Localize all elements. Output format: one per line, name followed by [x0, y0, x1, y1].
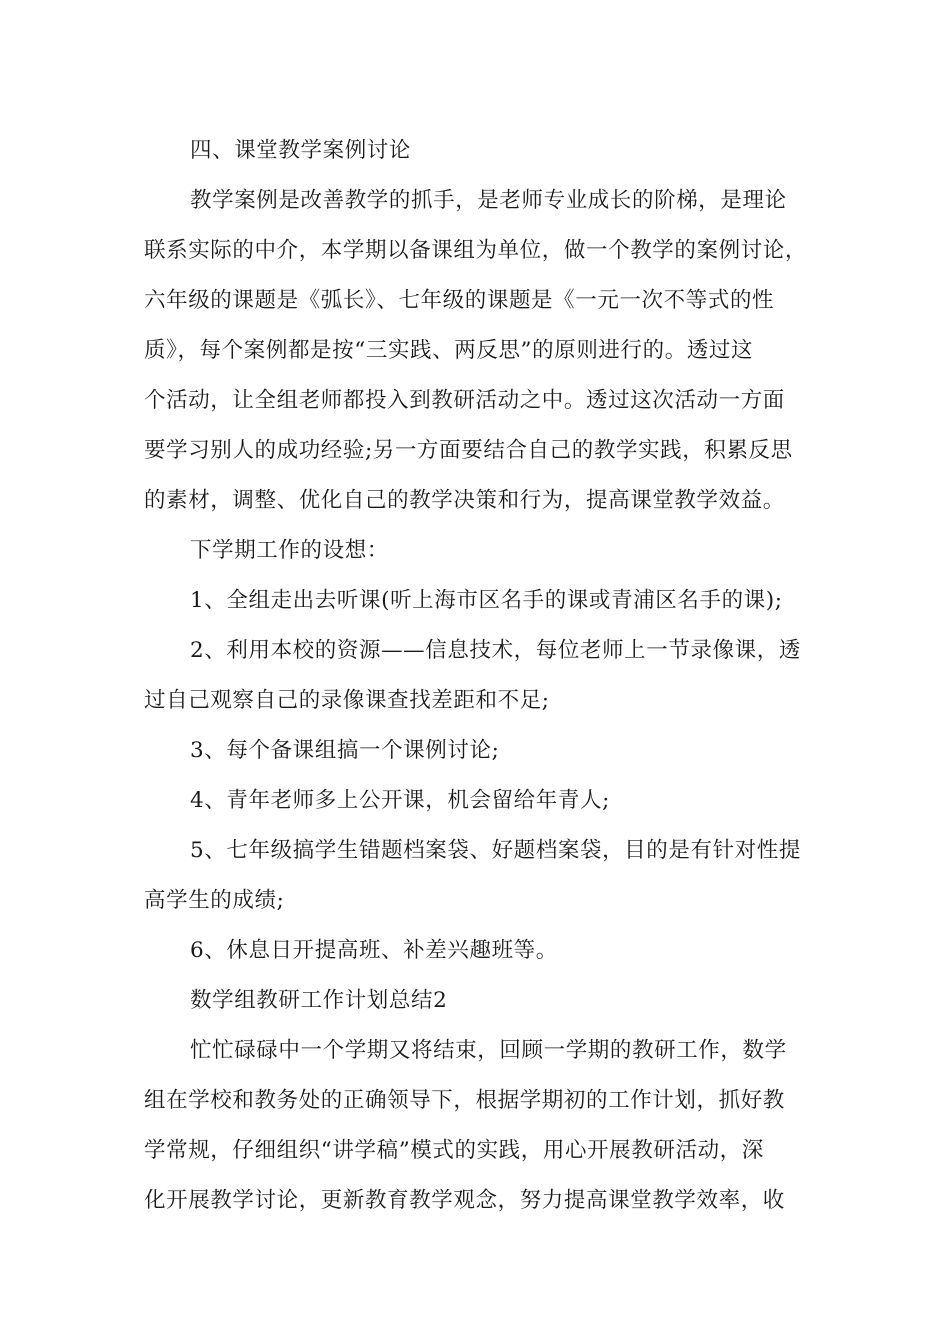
list-item: 1、全组走出去听课(听上海市区名手的课或青浦区名手的课); [190, 588, 783, 613]
list-item: 6、休息日开提高班、补差兴趣班等。 [190, 938, 558, 963]
paragraph-line: 质》，每个案例都是按“三实践、两反思”的原则进行的。透过这 [144, 338, 754, 363]
paragraph-line: 忙忙碌碌中一个学期又将结束，回顾一学期的教研工作，数学 [190, 1038, 787, 1063]
subheading: 下学期工作的设想： [190, 538, 389, 563]
list-item-continuation: 过自己观察自己的录像课查找差距和不足; [144, 688, 550, 713]
paragraph-line: 个活动，让全组老师都投入到教研活动之中。透过这次活动一方面 [144, 388, 785, 413]
list-item: 3、每个备课组搞一个课例讨论; [190, 738, 500, 763]
paragraph-line: 要学习别人的成功经验;另一方面要结合自己的教学实践，积累反思 [144, 438, 793, 463]
paragraph-line: 六年级的课题是《弧长》、七年级的课题是《一元一次不等式的性 [144, 288, 775, 313]
section-heading: 四、课堂教学案例讨论 [190, 138, 412, 163]
list-item: 5、七年级搞学生错题档案袋、好题档案袋，目的是有针对性提 [190, 838, 801, 863]
list-item-continuation: 高学生的成绩; [144, 888, 285, 913]
paragraph-line: 化开展教学讨论，更新教育教学观念，努力提高课堂教学效率，收 [144, 1188, 785, 1213]
paragraph-line: 学常规，仔细组织“讲学稿”模式的实践，用心开展教研活动，深 [144, 1138, 764, 1163]
paragraph-line: 的素材，调整、优化自己的教学决策和行为，提高课堂教学效益。 [144, 488, 785, 513]
paragraph-line: 联系实际的中介，本学期以备课组为单位，做一个教学的案例讨论， [144, 238, 808, 263]
paragraph-line: 组在学校和教务处的正确领导下，根据学期初的工作计划，抓好教 [144, 1088, 785, 1113]
list-item: 2、利用本校的资源——信息技术，每位老师上一节录像课，透 [190, 638, 801, 663]
section-title: 数学组教研工作计划总结2 [190, 988, 448, 1013]
list-item: 4、青年老师多上公开课，机会留给年青人; [190, 788, 610, 813]
paragraph-line: 教学案例是改善教学的抓手，是老师专业成长的阶梯，是理论 [190, 188, 787, 213]
